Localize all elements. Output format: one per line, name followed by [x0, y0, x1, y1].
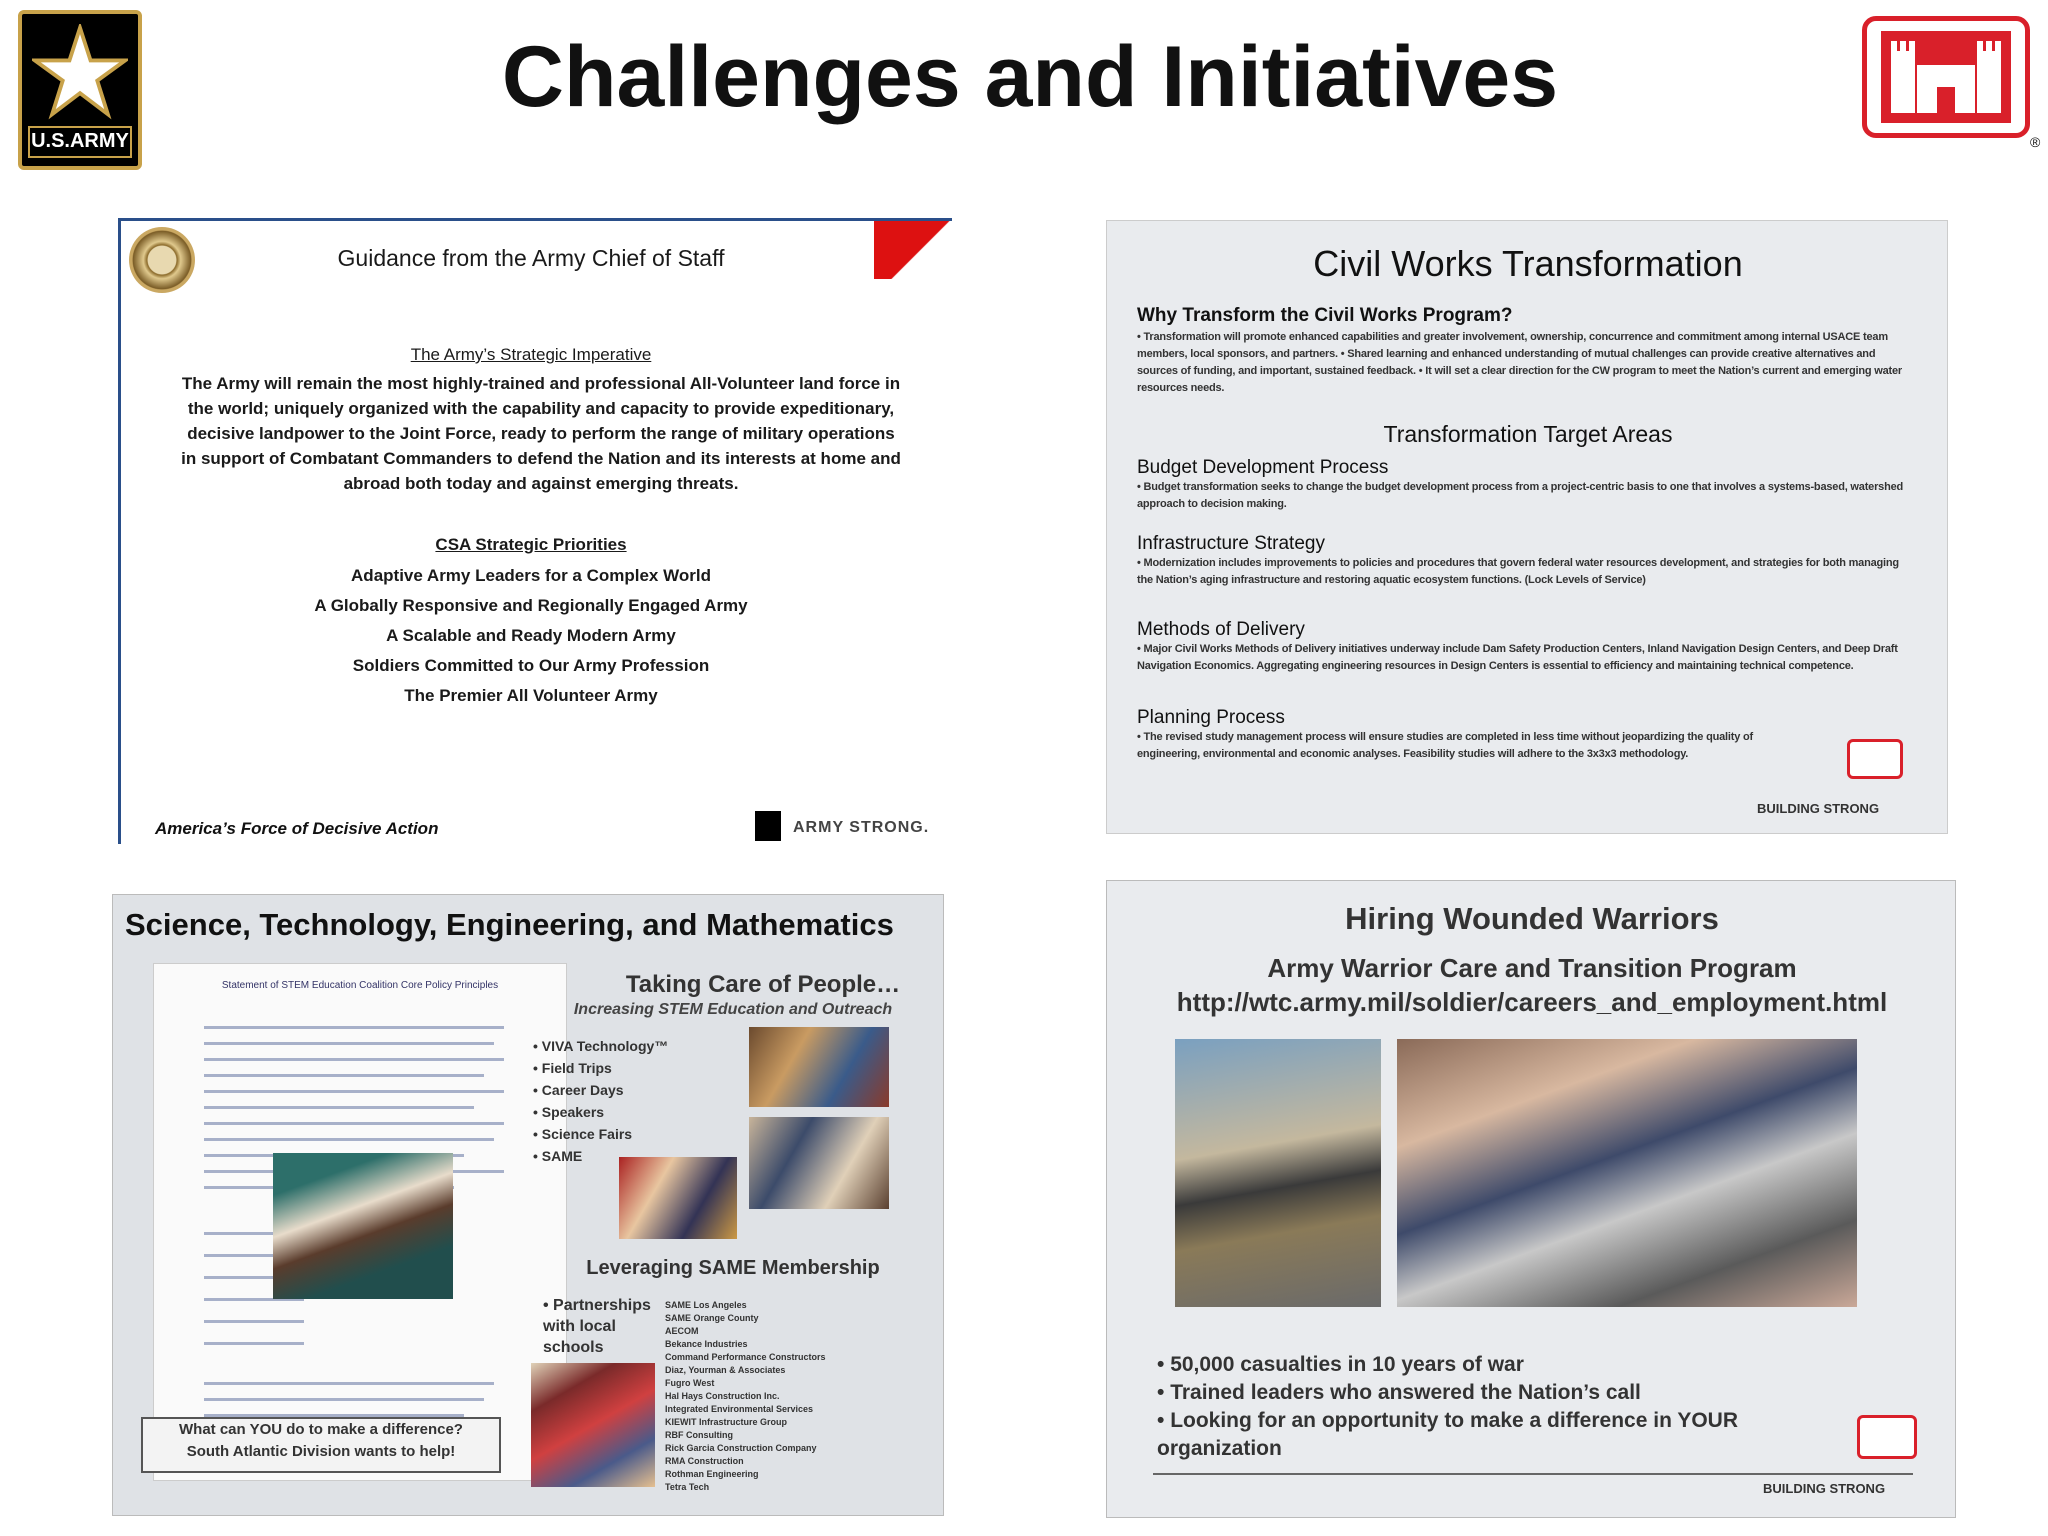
castle-icon	[1881, 31, 2011, 123]
document-line	[204, 1106, 474, 1109]
program-url: http://wtc.army.mil/soldier/careers_and_employment.html	[1176, 987, 1888, 1017]
partnerships-text: • Partnerships with local schools	[543, 1297, 651, 1356]
document-line	[204, 1320, 304, 1323]
document-line	[204, 1090, 504, 1093]
handcycle-race-photo	[1397, 1039, 1857, 1307]
document-line	[204, 1398, 484, 1401]
section-body: • The revised study management process will ensure studies are completed in less time without jeopardizing the quality of engineering, environmental and economic analyses. Feasibility studies will adhere to the 3x3x3 methodology.	[1137, 731, 1753, 760]
panel-title: Hiring Wounded Warriors	[1345, 901, 1719, 936]
section-heading: Budget Development Process	[1137, 457, 1389, 478]
list-item: KIEWIT Infrastructure Group	[665, 1417, 788, 1427]
strategic-imperative-text: The Army will remain the most highly-trained and professional All-Volunteer land force in the world; uniquely organized with the capability and capacity to provide expeditionary, decisive landpower to the Joint Force, ready to perform the range of military operations in support of Combatant Commanders to defend the Nation and its interests at home and abroad both today and against emerging threats.	[181, 374, 901, 493]
section-body: • Modernization includes improvements to policies and procedures that govern federal water resources development, and strategies for both managing the Nation’s aging infrastructure and restoring aquatic ecosystem functions. (Lock Levels of Service)	[1137, 557, 1899, 586]
document-line	[204, 1122, 504, 1125]
army-strong-wordmark: ARMY STRONG.	[793, 819, 930, 836]
usace-castle-logo	[1862, 16, 2030, 138]
list-item: • 50,000 casualties in 10 years of war	[1157, 1353, 1524, 1376]
list-item: A Globally Responsive and Regionally Engaged Army	[314, 596, 748, 615]
list-item: Adaptive Army Leaders for a Complex World	[351, 566, 711, 585]
section-body: • Major Civil Works Methods of Delivery initiatives underway include Dam Safety Production Centers, Inland Navigation Design Centers, and Deep Draft Navigation Economics. Aggregating engineering resources in Design Centers is essential to efficiency and maintaining technical competence.	[1137, 643, 1898, 672]
castle-icon	[1847, 739, 1903, 779]
list-item: • Looking for an opportunity to make a difference in YOUR organization	[1157, 1409, 1739, 1460]
document-line	[204, 1026, 504, 1029]
section-heading: The Army’s Strategic Imperative	[410, 345, 652, 364]
page-title: Challenges and Initiatives	[501, 29, 1559, 125]
panel-army-chief-guidance	[118, 218, 952, 844]
soldiers-walking-photo	[1175, 1039, 1381, 1307]
warrior-facts-list	[1157, 1351, 1857, 1463]
section-heading: Taking Care of People…	[625, 971, 901, 998]
list-item: • Field Trips	[533, 1060, 612, 1076]
section-body: • Budget transformation seeks to change the budget development process from a project-centric basis to one that involves a systems-based, watershed approach to decision making.	[1137, 481, 1904, 510]
panel-civil-works	[1106, 220, 1948, 834]
list-item: Bekance Industries	[665, 1339, 748, 1349]
list-item: Rick Garcia Construction Company	[665, 1443, 817, 1453]
list-item: • Career Days	[533, 1082, 624, 1098]
list-item: • SAME	[533, 1148, 583, 1164]
call-line: What can YOU do to make a difference?	[179, 1421, 463, 1438]
section-body: • Transformation will promote enhanced capabilities and greater involvement, ownership, concurrence and commitment among internal USACE team members, local sponsors, and partners. • Shared learning and enhanced understanding of mutual challenges can provide creative alternatives and sources of funding, and important, sustained feedback. • It will set a clear direction for the CW program to meet the Nation’s current and emerging water resources needs.	[1137, 331, 1902, 394]
star-icon	[32, 24, 128, 120]
list-item: Command Performance Constructors	[665, 1352, 826, 1362]
section-heading: Why Transform the Civil Works Program?	[1137, 305, 1513, 326]
list-item: • VIVA Technology™	[533, 1038, 669, 1054]
list-item: SAME Orange County	[665, 1313, 759, 1323]
section-heading: Infrastructure Strategy	[1137, 533, 1325, 554]
list-item: AECOM	[665, 1326, 699, 1336]
list-item: Diaz, Yourman & Associates	[665, 1365, 786, 1375]
student-microscope-photo	[273, 1153, 453, 1299]
footer-tagline: America’s Force of Decisive Action	[155, 819, 439, 838]
sub-title: Transformation Target Areas	[1383, 421, 1673, 447]
list-item: RBF Consulting	[665, 1430, 733, 1440]
section-heading: Planning Process	[1137, 707, 1285, 728]
castle-icon	[1857, 1415, 1917, 1459]
list-item: Integrated Environmental Services	[665, 1404, 814, 1414]
panel-wounded-warriors	[1106, 880, 1956, 1518]
list-item: A Scalable and Ready Modern Army	[386, 626, 676, 645]
panel-title: Guidance from the Army Chief of Staff	[337, 245, 725, 271]
army-seal-icon	[129, 227, 195, 293]
call-line: South Atlantic Division wants to help!	[186, 1443, 456, 1460]
section-subheading: Increasing STEM Education and Outreach	[573, 1001, 893, 1018]
list-item: The Premier All Volunteer Army	[404, 686, 658, 705]
list-item: Hal Hays Construction Inc.	[665, 1391, 780, 1401]
list-item: RMA Construction	[665, 1456, 744, 1466]
document-line	[204, 1342, 304, 1345]
partner-list	[665, 1299, 826, 1494]
army-star-icon	[755, 811, 781, 841]
section-heading: CSA Strategic Priorities	[435, 535, 627, 554]
list-item: SAME Los Angeles	[665, 1300, 747, 1310]
document-line	[204, 1382, 494, 1385]
list-item: • Trained leaders who answered the Nation’s call	[1157, 1381, 1641, 1404]
section-heading: Methods of Delivery	[1137, 619, 1305, 640]
list-item: Tetra Tech	[665, 1482, 710, 1492]
priorities-list	[221, 561, 841, 711]
panel-title: Science, Technology, Engineering, and Mathematics	[125, 907, 894, 942]
list-item: • Science Fairs	[533, 1126, 633, 1142]
list-item: Soldiers Committed to Our Army Profession	[352, 656, 710, 675]
call-to-action-box	[141, 1417, 501, 1473]
army-wordmark: U.S.ARMY	[28, 126, 132, 158]
registered-mark: ®	[2030, 134, 2041, 150]
outreach-photo	[619, 1157, 737, 1239]
panel-stem	[112, 894, 944, 1516]
list-item: Fugro West	[665, 1378, 715, 1388]
building-strong-wordmark: BUILDING STRONG	[1757, 801, 1880, 816]
document-line	[204, 1074, 484, 1077]
school-group-photo	[531, 1363, 655, 1487]
document-line	[204, 1042, 494, 1045]
outreach-list	[533, 1035, 668, 1167]
flag-icon	[874, 221, 952, 279]
section-heading: Leveraging SAME Membership	[586, 1257, 880, 1279]
document-line	[204, 1138, 494, 1141]
list-item: Rothman Engineering	[665, 1469, 759, 1479]
program-name: Army Warrior Care and Transition Program	[1267, 953, 1797, 983]
document-line	[204, 1058, 504, 1061]
document-title: Statement of STEM Education Coalition Core Policy Principles	[221, 980, 499, 991]
outreach-photo	[749, 1027, 889, 1107]
us-army-logo	[18, 10, 142, 170]
outreach-photo	[749, 1117, 889, 1209]
building-strong-wordmark: BUILDING STRONG	[1763, 1481, 1886, 1496]
list-item: • Speakers	[533, 1104, 605, 1120]
divider	[1153, 1473, 1913, 1475]
panel-title: Civil Works Transformation	[1313, 243, 1743, 284]
